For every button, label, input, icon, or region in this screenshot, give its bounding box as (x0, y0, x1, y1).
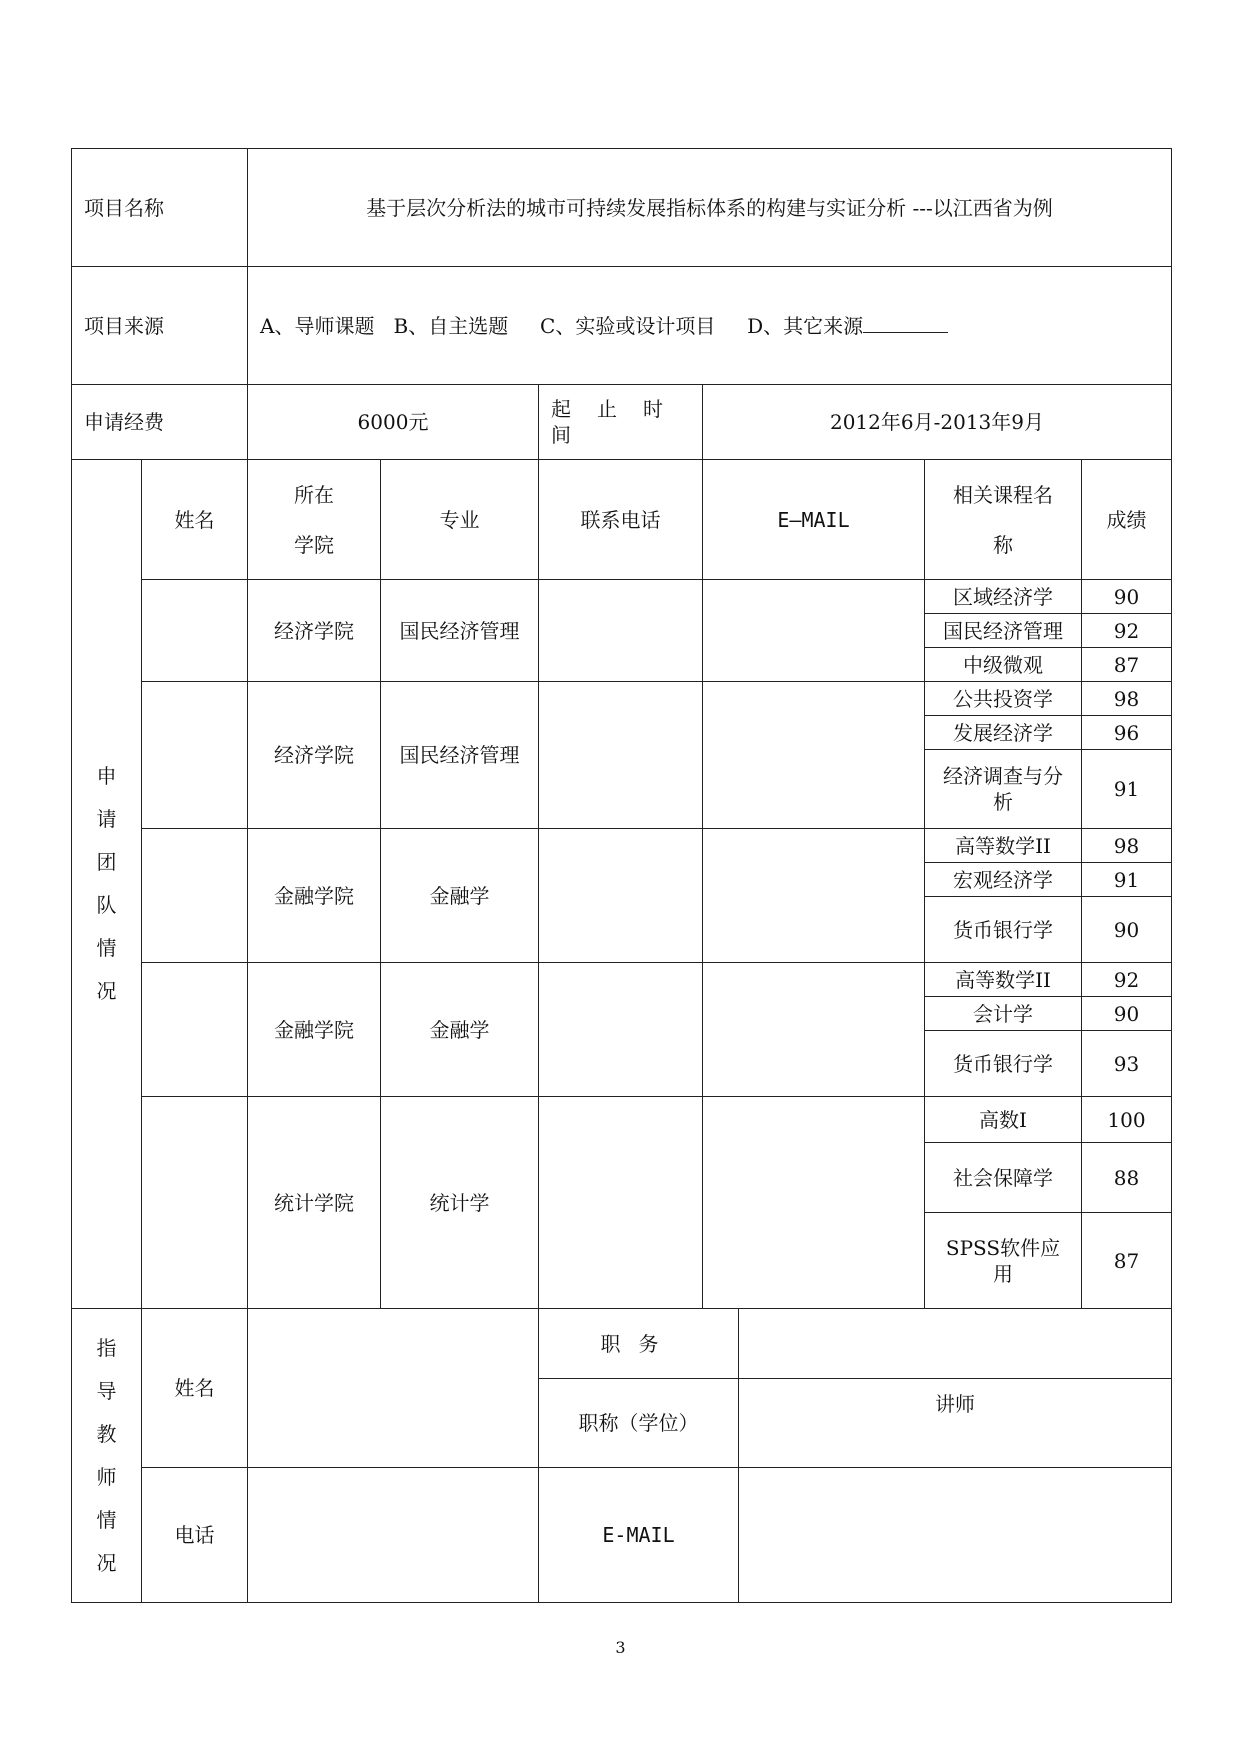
header-college: 所在 学院 (248, 460, 381, 580)
course-name: 社会保障学 (925, 1143, 1082, 1213)
course-name: 高等数学II (925, 963, 1082, 997)
member-college: 统计学院 (248, 1097, 381, 1309)
team-member-row (72, 580, 1172, 614)
course-name: 公共投资学 (925, 682, 1082, 716)
member-major: 国民经济管理 (381, 580, 539, 682)
project-name-label: 项目名称 (72, 149, 248, 267)
course-name: 高等数学II (925, 829, 1082, 863)
member-college: 经济学院 (248, 682, 381, 829)
course-score: 92 (1082, 614, 1172, 648)
team-section-label: 申 请 团 队 情 况 (72, 460, 142, 1309)
course-name: 货币银行学 (925, 1031, 1082, 1097)
member-phone (539, 963, 703, 1097)
member-phone (539, 682, 703, 829)
member-email (703, 682, 925, 829)
header-score: 成绩 (1082, 460, 1172, 580)
course-name: 货币银行学 (925, 897, 1082, 963)
page-number: 3 (615, 1638, 626, 1657)
project-source-options (248, 267, 1172, 385)
source-other-blank (863, 312, 948, 333)
source-option-a: A、导师课题 (260, 314, 375, 338)
course-score: 91 (1082, 863, 1172, 897)
period-label: 起止时间 (539, 385, 703, 460)
period-value: 2012年6月-2013年9月 (703, 385, 1172, 460)
source-option-d: D、其它来源 (747, 314, 864, 338)
application-form-table (71, 148, 1172, 1603)
funding-label: 申请经费 (72, 385, 248, 460)
advisor-position-value (739, 1309, 1172, 1379)
member-name (142, 829, 248, 963)
member-phone (539, 829, 703, 963)
course-name: 宏观经济学 (925, 863, 1082, 897)
course-score: 96 (1082, 716, 1172, 750)
project-source-label: 项目来源 (72, 267, 248, 385)
header-name: 姓名 (142, 460, 248, 580)
advisor-section-label: 指 导 教 师 情 况 (72, 1309, 142, 1603)
team-member-row (72, 1097, 1172, 1143)
course-name: SPSS软件应用 (925, 1213, 1082, 1309)
advisor-name-label: 姓名 (142, 1309, 248, 1468)
course-name: 高数I (925, 1097, 1082, 1143)
advisor-position-label: 职务 (539, 1309, 739, 1379)
source-option-b: B、自主选题 (393, 314, 509, 338)
course-score: 93 (1082, 1031, 1172, 1097)
team-member-row (72, 682, 1172, 716)
course-name: 区域经济学 (925, 580, 1082, 614)
funding-value: 6000元 (248, 385, 539, 460)
member-name (142, 682, 248, 829)
member-college: 经济学院 (248, 580, 381, 682)
member-major: 国民经济管理 (381, 682, 539, 829)
member-email (703, 963, 925, 1097)
course-name: 发展经济学 (925, 716, 1082, 750)
course-name: 会计学 (925, 997, 1082, 1031)
member-email (703, 1097, 925, 1309)
team-member-row (72, 829, 1172, 863)
member-phone (539, 1097, 703, 1309)
team-member-row (72, 963, 1172, 997)
member-phone (539, 580, 703, 682)
header-course: 相关课程名 称 (925, 460, 1082, 580)
project-name-value: 基于层次分析法的城市可持续发展指标体系的构建与实证分析 ---以江西省为例 (248, 149, 1172, 267)
course-score: 90 (1082, 997, 1172, 1031)
advisor-phone-label: 电话 (142, 1468, 248, 1603)
header-email: E—MAIL (703, 460, 925, 580)
advisor-phone-value (248, 1468, 539, 1603)
course-name: 国民经济管理 (925, 614, 1082, 648)
advisor-email-label: E-MAIL (539, 1468, 739, 1603)
member-email (703, 829, 925, 963)
course-score: 92 (1082, 963, 1172, 997)
advisor-title-label: 职称（学位） (539, 1379, 739, 1468)
member-major: 金融学 (381, 829, 539, 963)
course-name: 经济调查与分析 (925, 750, 1082, 829)
member-college: 金融学院 (248, 963, 381, 1097)
course-score: 90 (1082, 897, 1172, 963)
member-major: 统计学 (381, 1097, 539, 1309)
member-email (703, 580, 925, 682)
member-name (142, 963, 248, 1097)
course-score: 100 (1082, 1097, 1172, 1143)
advisor-title-value: 讲师 (739, 1379, 1172, 1468)
header-phone: 联系电话 (539, 460, 703, 580)
course-score: 98 (1082, 829, 1172, 863)
course-score: 87 (1082, 648, 1172, 682)
course-score: 91 (1082, 750, 1172, 829)
header-major: 专业 (381, 460, 539, 580)
member-name (142, 1097, 248, 1309)
course-score: 87 (1082, 1213, 1172, 1309)
member-name (142, 580, 248, 682)
course-name: 中级微观 (925, 648, 1082, 682)
course-score: 90 (1082, 580, 1172, 614)
advisor-name-value (248, 1309, 539, 1468)
course-score: 98 (1082, 682, 1172, 716)
course-score: 88 (1082, 1143, 1172, 1213)
advisor-email-value (739, 1468, 1172, 1603)
member-major: 金融学 (381, 963, 539, 1097)
source-option-c: C、实验或设计项目 (540, 314, 716, 338)
member-college: 金融学院 (248, 829, 381, 963)
